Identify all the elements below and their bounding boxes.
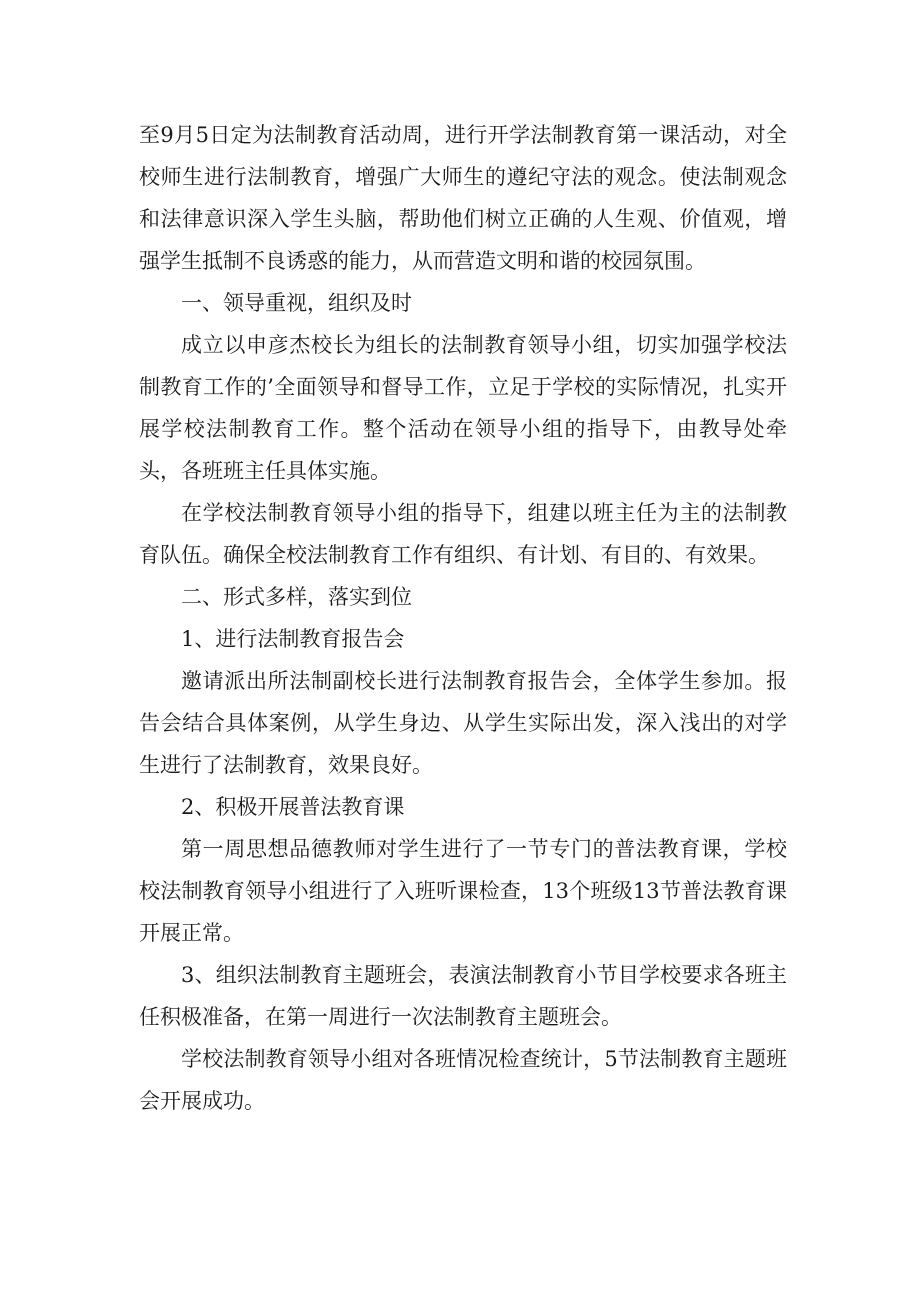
- paragraph-report-meeting: 邀请派出所法制副校长进行法制教育报告会，全体学生参加。报告会结合具体案例，从学生身边、从学生实际出发，深入浅出的对学生进行了法制教育，效果良好。: [139, 669, 787, 777]
- paragraph-leadership-group: 成立以申彦杰校长为组长的法制教育领导小组，切实加强学校法制教育工作的’全面领导和督导工作，立足于学校的实际情况，扎实开展学校法制教育工作。整个活动在领导小组的指导下，由教导处牵头，各班班主任具体实施。: [139, 333, 787, 483]
- document-body: [139, 114, 787, 1122]
- paragraph-inspection-result: 学校法制教育领导小组对各班情况检查统计，5节法制教育主题班会开展成功。: [139, 1047, 787, 1113]
- section-heading-1: 一、领导重视，组织及时: [181, 291, 412, 315]
- subheading-2: 2、积极开展普法教育课: [181, 795, 405, 819]
- paragraph-law-class: 第一周思想品德教师对学生进行了一节专门的普法教育课，学校校法制教育领导小组进行了入班听课检查，13个班级13节普法教育课开展正常。: [139, 837, 787, 945]
- paragraph-teaching-team: 在学校法制教育领导小组的指导下，组建以班主任为主的法制教育队伍。确保全校法制教育工作有组织、有计划、有目的、有效果。: [139, 501, 787, 567]
- paragraph-intro: 至9月5日定为法制教育活动周，进行开学法制教育第一课活动，对全校师生进行法制教育，增强广大师生的遵纪守法的观念。使法制观念和法律意识深入学生头脑，帮助他们树立正确的人生观、价值观，增强学生抵制不良诱惑的能力，从而营造文明和谐的校园氛围。: [139, 123, 787, 273]
- section-heading-2: 二、形式多样，落实到位: [181, 585, 412, 609]
- paragraph-theme-meeting: 3、组织法制教育主题班会，表演法制教育小节目学校要求各班主任积极准备，在第一周进行一次法制教育主题班会。: [139, 963, 787, 1029]
- subheading-1: 1、进行法制教育报告会: [181, 627, 405, 651]
